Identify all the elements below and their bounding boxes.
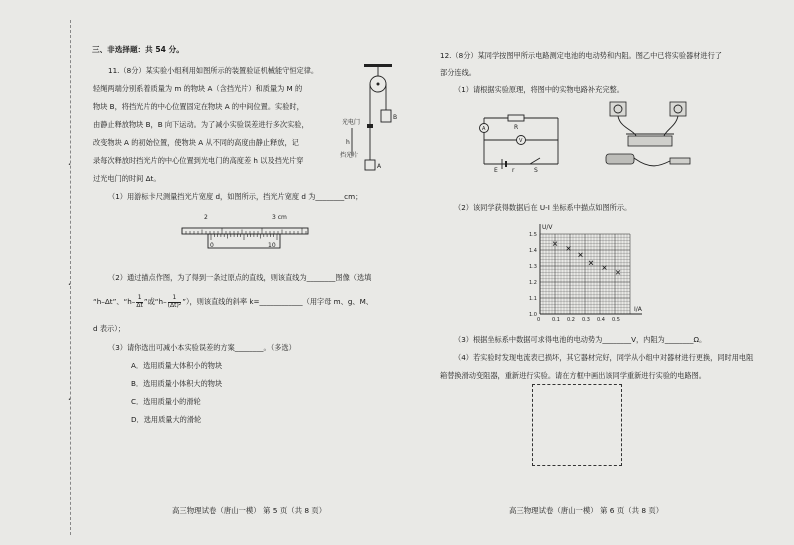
q11-option-b: B．选用质量小体积大的物块 — [131, 379, 223, 388]
q11-part3: （3）请你选出可减小本实验误差的方案________。（多选） — [108, 343, 296, 352]
ui-scatter-chart — [516, 222, 646, 330]
caliper-vernier-ticks — [211, 234, 277, 240]
connected-wire-3 — [634, 158, 670, 166]
q11-option-c: C．选用质量小的滑轮 — [131, 397, 201, 406]
frac-b-num: 1 — [168, 295, 182, 303]
voltmeter-device — [610, 102, 626, 116]
battery-device — [606, 154, 634, 164]
connected-wire-1 — [618, 116, 636, 136]
switch-device — [670, 158, 690, 164]
chart-ylabel: U/V — [542, 224, 553, 231]
y-tick-label: 1.3 — [529, 264, 537, 270]
q12-part3: （3）根据坐标系中数据可求得电池的电动势为________V，内阻为________Ω。 — [454, 335, 707, 344]
q11-line-3: 物块 B，将挡光片的中心位置固定在物块 A 的中间位置。实验时， — [93, 102, 304, 111]
apparatus-photo-figure — [600, 100, 700, 178]
q11-part1: （1）用游标卡尺测量挡光片宽度 d，如图所示，挡光片宽度 d 为________cm； — [108, 192, 363, 201]
chart-points — [553, 242, 620, 275]
label-emf: E — [494, 167, 498, 174]
frac-b-den: (Δt)² — [167, 301, 182, 309]
binding-mark-1: ・ — [65, 160, 74, 168]
q11-line-2: 轻绳两端分别系着质量为 m 的物块 A（含挡光片）和质量为 M 的 — [93, 84, 303, 93]
ammeter-device — [670, 102, 686, 116]
label-rheostat: R — [514, 124, 519, 131]
q11-part2-opt2: ”或“h– — [143, 297, 167, 307]
q11-part2-opt3: ”），则该直线的斜率 k=____________（用字母 m、g、M、 — [182, 297, 373, 307]
q11-line-7: 过光电门的时间 Δt。 — [93, 174, 161, 183]
q11-part2-line1: （2）通过描点作图，为了得到一条过原点的直线，则该直线为________图像（选填 — [108, 273, 372, 282]
block-b — [381, 110, 391, 122]
frac-inverse-dt — [136, 295, 142, 309]
frac-a-den: Δt — [136, 301, 143, 309]
rheostat-device — [628, 136, 672, 146]
q12-part4-line1: （4）若实验时发现电流表已损坏，其它器材完好，同学从小组中对器材进行更换，同时用电阻 — [454, 353, 754, 362]
label-switch: S — [534, 167, 538, 174]
binding-mark-3: ・ — [65, 395, 74, 403]
pulley-apparatus-figure — [330, 64, 400, 174]
q12-part2: （2）该同学获得数据后在 U-I 坐标系中描点如图所示。 — [454, 203, 632, 212]
caliper-main-label-3: 3 cm — [272, 214, 287, 221]
binding-mark-2: ・ — [65, 280, 74, 288]
chart-tick-labels — [529, 232, 620, 323]
pulley-axle — [377, 83, 380, 86]
label-photogate: 光电门 — [342, 119, 361, 126]
q11-line-4: 由静止释放物块 B，B 向下运动。为了减小实验误差进行多次实验， — [93, 120, 309, 129]
q11-part2-line3: d 表示）； — [93, 324, 125, 333]
y-tick-label: 1.1 — [529, 296, 537, 302]
schematic-circuit-figure — [474, 110, 566, 172]
y-tick-label: 1.2 — [529, 280, 537, 286]
label-voltmeter: V — [519, 138, 523, 144]
q11-part2-opt1: “h–Δt”、“h– — [93, 297, 136, 307]
q11-option-a: A．选用质量大体积小的物块 — [131, 361, 223, 370]
caliper-vernier-label-0: 0 — [210, 242, 214, 249]
connected-wire-2 — [664, 116, 678, 136]
switch-blade — [530, 158, 540, 164]
x-tick-label: 0.3 — [582, 317, 590, 323]
label-shade: 挡光片 — [340, 152, 359, 159]
binding-line — [70, 20, 71, 535]
q11-line-1: 11.（8分）某实验小组利用如图所示的装置验证机械能守恒定律。 — [108, 66, 319, 75]
q12-part4-line2: 箱替换滑动变阻器，重新进行实验。请在方框中画出该同学重新进行实验的电路图。 — [440, 371, 706, 380]
q12-part1: （1）请根据实验原理，将图中的实物电路补充完整。 — [454, 85, 624, 94]
q11-line-5: 改变物块 A 的初始位置，使物块 A 从不同的高度由静止释放，记 — [93, 138, 299, 147]
x-tick-label: 0.2 — [567, 317, 575, 323]
photogate — [367, 124, 373, 128]
y-tick-label: 1.0 — [529, 312, 537, 318]
x-tick-label: 0.1 — [552, 317, 560, 323]
frac-inverse-dt-squared — [168, 295, 182, 309]
label-h: h — [346, 139, 350, 146]
bleed-through-text — [260, 6, 680, 18]
q12-line-1: 12.（8分）某同学按图甲所示电路测定电池的电动势和内阻。图乙中已将实验器材进行了 — [440, 51, 722, 60]
y-tick-label: 1.5 — [529, 232, 537, 238]
y-tick-label: 1.4 — [529, 248, 537, 254]
x-tick-label: 0 — [537, 317, 541, 323]
rheostat-symbol — [508, 115, 524, 121]
chart-xlabel: I/A — [634, 306, 642, 313]
section-heading: 三、非选择题：共 54 分。 — [92, 45, 184, 54]
caliper-vernier-label-10: 10 — [268, 242, 276, 249]
ceiling-mount — [364, 64, 392, 67]
x-tick-label: 0.4 — [597, 317, 605, 323]
label-b: B — [393, 114, 398, 121]
q11-line-6: 录每次释放时挡光片的中心位置到光电门的高度差 h 以及挡光片穿 — [93, 156, 304, 165]
left-footer: 高三物理试卷（唐山一模） 第 5 页（共 8 页） — [172, 506, 327, 515]
vernier-caliper-figure — [180, 212, 310, 252]
caliper-main-scale — [182, 228, 308, 234]
label-internal-r: r — [512, 167, 515, 174]
frac-a-num: 1 — [137, 294, 142, 301]
label-a: A — [377, 163, 382, 170]
q12-line-2: 部分连线。 — [440, 68, 476, 77]
caliper-main-label-2: 2 — [204, 214, 208, 221]
x-tick-label: 0.5 — [612, 317, 620, 323]
right-footer: 高三物理试卷（唐山一模） 第 6 页（共 8 页） — [509, 506, 664, 515]
caliper-main-ticks — [182, 228, 306, 234]
q11-option-d: D．选用质量大的滑轮 — [131, 415, 202, 424]
q11-part2-line2 — [93, 295, 373, 309]
label-ammeter: A — [482, 126, 486, 132]
answer-box[interactable] — [532, 384, 622, 466]
block-a — [365, 160, 375, 170]
